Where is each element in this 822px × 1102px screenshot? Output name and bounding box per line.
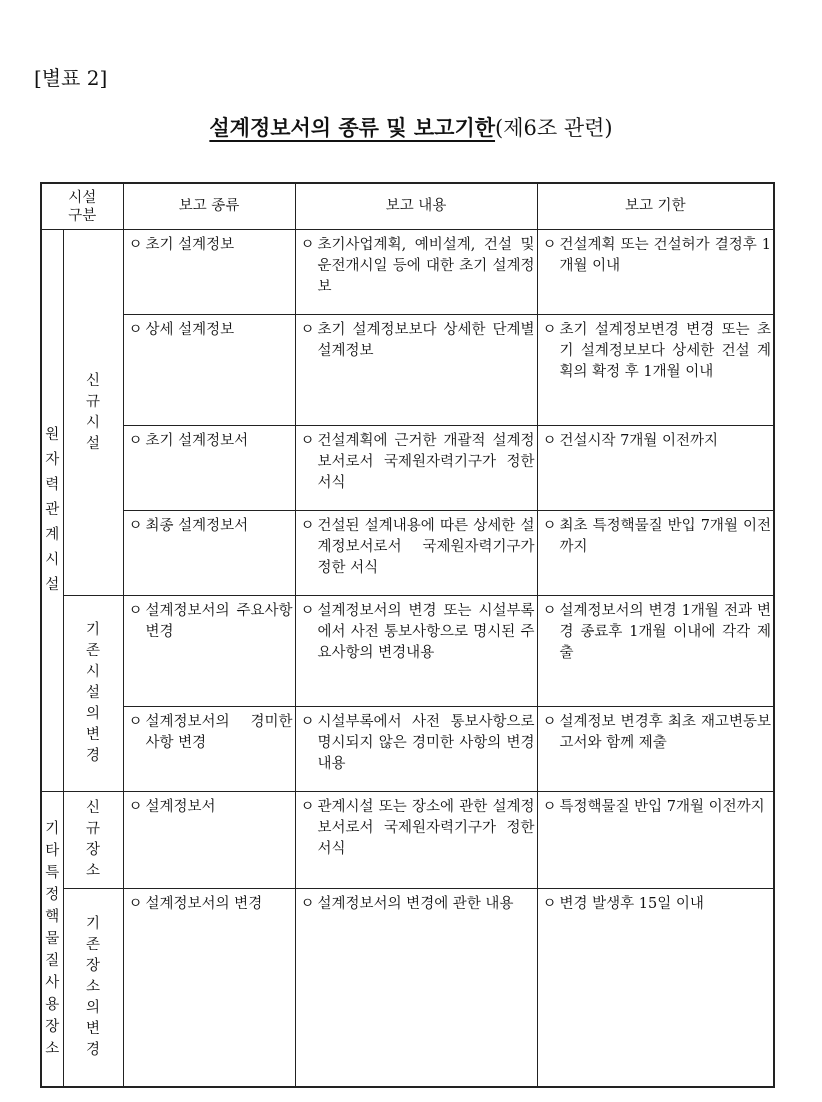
bullet-icon: ㅇ: [300, 799, 315, 816]
cell-report-content: [295, 792, 537, 889]
table-row: [41, 792, 774, 889]
bullet-icon: ㅇ: [128, 603, 143, 620]
category-label: 원자력관계시설: [45, 427, 60, 594]
header-report-type: 보고 종류: [123, 183, 295, 230]
report-type-text: 상세 설계정보: [145, 321, 235, 338]
header-facility-type-line1: 시설: [68, 189, 97, 206]
subcategory-label: 신규장소: [85, 800, 100, 880]
report-deadline-text: 최초 특정핵물질 반입 7개월 이전까지: [559, 518, 772, 556]
cell-report-deadline: [537, 230, 774, 315]
cell-report-content: [295, 230, 537, 315]
cell-report-type: [123, 511, 295, 596]
cell-report-type: [123, 426, 295, 511]
cell-report-type: [123, 707, 295, 792]
header-report-content: 보고 내용: [295, 183, 537, 230]
bullet-icon: ㅇ: [542, 518, 557, 535]
table-row: [41, 230, 774, 315]
subcategory-new-facility: [63, 230, 123, 596]
report-type-text: 최종 설계정보서: [145, 518, 249, 535]
header-facility-type: [41, 183, 123, 230]
cell-report-deadline: [537, 314, 774, 425]
report-deadline-text: 변경 발생후 15일 이내: [559, 896, 704, 913]
cell-report-content: [295, 596, 537, 707]
table-row: [41, 314, 774, 425]
cell-report-type: [123, 596, 295, 707]
bullet-icon: ㅇ: [542, 237, 557, 253]
cell-report-content: [295, 426, 537, 511]
cell-report-deadline: [537, 511, 774, 596]
annex-label: [별표 2]: [34, 66, 108, 90]
report-type-text: 초기 설계정보서: [145, 433, 249, 450]
category-label: 기타특정핵물질사용장소: [45, 821, 60, 1058]
table-row: [41, 511, 774, 596]
bullet-icon: ㅇ: [542, 896, 557, 913]
report-type-text: 설계정보서의 변경: [145, 896, 263, 913]
report-deadline-text: 설계정보 변경후 최초 재고변동보고서와 함께 제출: [559, 714, 772, 752]
cell-report-content: [295, 511, 537, 596]
table-row: [41, 426, 774, 511]
bullet-icon: ㅇ: [128, 896, 143, 913]
bullet-icon: ㅇ: [300, 896, 315, 913]
bullet-icon: ㅇ: [300, 518, 315, 535]
subcategory-existing-site-change: [63, 889, 123, 1087]
table-row: [41, 596, 774, 707]
report-deadline-text: 특정핵물질 반입 7개월 이전까지: [559, 799, 765, 816]
report-type-text: 설계정보서: [145, 799, 216, 816]
report-content-text: 초기 설계정보보다 상세한 단계별 설계정보: [317, 321, 535, 359]
table-row: [41, 889, 774, 1087]
bullet-icon: ㅇ: [300, 237, 315, 253]
report-content-text: 초기사업계획, 예비설계, 건설 및 운전개시일 등에 대한 초기 설계정보: [317, 237, 535, 295]
cell-report-deadline: [537, 792, 774, 889]
cell-report-type: [123, 314, 295, 425]
header-report-deadline: 보고 기한: [537, 183, 774, 230]
cell-report-content: [295, 707, 537, 792]
cell-report-deadline: [537, 889, 774, 1087]
bullet-icon: ㅇ: [300, 433, 315, 450]
bullet-icon: ㅇ: [128, 799, 143, 816]
header-row: [41, 183, 774, 230]
bullet-icon: ㅇ: [300, 714, 315, 731]
report-deadline-text: 초기 설계정보변경 변경 또는 초기 설계정보보다 상세한 건설 계획의 확정 후 1개월 이내: [559, 321, 772, 380]
report-content-text: 시설부록에서 사전 통보사항으로 명시되지 않은 경미한 사항의 변경내용: [317, 714, 535, 773]
subcategory-label: 기존장소의변경: [85, 916, 100, 1059]
category-other-site: [41, 792, 63, 1087]
bullet-icon: ㅇ: [128, 714, 143, 731]
bullet-icon: ㅇ: [542, 433, 557, 450]
report-content-text: 설계정보서의 변경 또는 시설부록에서 사전 통보사항으로 명시된 주요사항의 변경내용: [317, 603, 535, 662]
bullet-icon: ㅇ: [542, 603, 557, 620]
cell-report-content: [295, 314, 537, 425]
report-content-text: 관계시설 또는 장소에 관한 설계정보서로서 국제원자력기구가 정한 서식: [317, 799, 535, 858]
title-main: 설계정보서의 종류 및 보고기한: [209, 115, 496, 140]
cell-report-type: [123, 230, 295, 315]
cell-report-deadline: [537, 596, 774, 707]
report-type-text: 초기 설계정보: [145, 237, 235, 253]
report-deadline-text: 건설계획 또는 건설허가 결정후 1개월 이내: [559, 237, 772, 274]
title-suffix: (제6조 관련): [495, 116, 613, 140]
bullet-icon: ㅇ: [300, 321, 315, 338]
cell-report-content: [295, 889, 537, 1087]
bullet-icon: ㅇ: [542, 799, 557, 816]
report-type-text: 설계정보서의 경미한 사항 변경: [145, 714, 293, 752]
report-deadline-text: 건설시작 7개월 이전까지: [559, 433, 719, 450]
bullet-icon: ㅇ: [542, 714, 557, 731]
header-facility-type-line2: 구분: [68, 207, 97, 224]
bullet-icon: ㅇ: [542, 321, 557, 338]
category-nuclear-facility: [41, 230, 63, 792]
bullet-icon: ㅇ: [128, 433, 143, 450]
cell-report-type: [123, 889, 295, 1087]
report-content-text: 건설된 설계내용에 따른 상세한 설계정보서로서 국제원자력기구가 정한 서식: [317, 518, 535, 577]
report-content-text: 건설계획에 근거한 개괄적 설계정보서로서 국제원자력기구가 정한 서식: [317, 433, 535, 492]
report-type-text: 설계정보서의 주요사항 변경: [145, 603, 293, 641]
document-title: [0, 112, 822, 142]
subcategory-label: 기존시설의변경: [85, 622, 100, 765]
cell-report-deadline: [537, 707, 774, 792]
bullet-icon: ㅇ: [300, 603, 315, 620]
subcategory-new-site: [63, 792, 123, 889]
bullet-icon: ㅇ: [128, 237, 143, 253]
report-table: [40, 182, 775, 1088]
cell-report-deadline: [537, 426, 774, 511]
subcategory-label: 신규시설: [85, 372, 100, 452]
bullet-icon: ㅇ: [128, 321, 143, 338]
subcategory-existing-facility-change: [63, 596, 123, 792]
report-content-text: 설계정보서의 변경에 관한 내용: [317, 896, 514, 913]
bullet-icon: ㅇ: [128, 518, 143, 535]
report-deadline-text: 설계정보서의 변경 1개월 전과 변경 종료후 1개월 이내에 각각 제출: [559, 603, 772, 662]
cell-report-type: [123, 792, 295, 889]
table-row: [41, 707, 774, 792]
